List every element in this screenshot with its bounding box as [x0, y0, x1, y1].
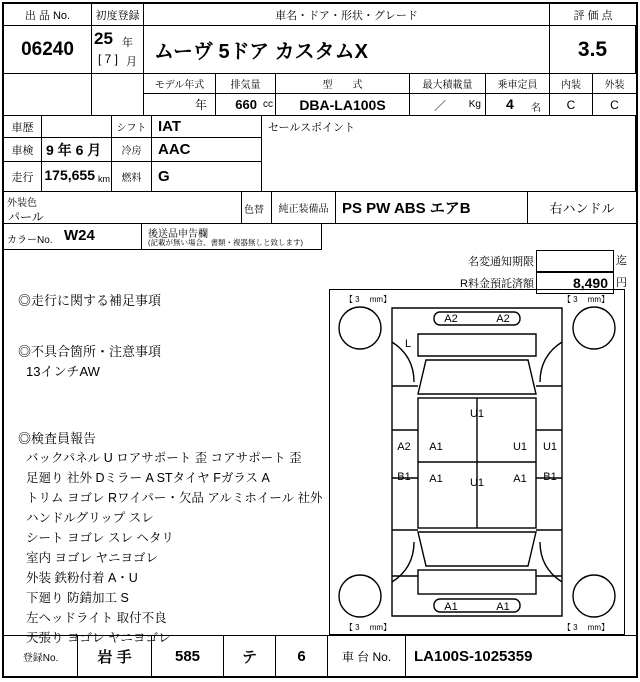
svg-text:A2: A2 [397, 441, 411, 453]
shift-label: シフト [112, 116, 152, 138]
r-fee-unit: 円 [616, 277, 627, 289]
inspector-report-line-4: シート ヨゴレ スレ ヘタリ [26, 531, 174, 545]
mileage-value [42, 162, 112, 192]
shaken-label: 車検 [4, 138, 42, 162]
displacement-unit: cc [263, 99, 273, 110]
exterior-grade-label: 外装 [593, 74, 636, 94]
svg-text:【 3 mm】: 【 3 mm】 [344, 295, 392, 304]
max-load-unit: Kg [468, 99, 481, 110]
kousou-block [142, 224, 322, 250]
color-no-label: カラーNo. [7, 235, 53, 246]
r-fee-value: 8,490 [536, 272, 614, 294]
hyouka-ten-label: 評 価 点 [550, 4, 636, 26]
model-year-label: モデル年式 [144, 74, 216, 94]
registration-seq: 6 [276, 635, 328, 676]
exterior-color-block [4, 192, 242, 224]
shareki-label: 車歴 [4, 116, 42, 138]
registration-kana: テ [224, 635, 276, 676]
kousou-label: 後送品申告欄 [148, 229, 208, 240]
fuel-label: 燃料 [112, 162, 152, 192]
handle-position: 右ハンドル [528, 192, 636, 224]
color-no-value: W24 [64, 227, 95, 244]
svg-text:【 3 mm】: 【 3 mm】 [562, 623, 610, 632]
shoudo-touroku-label: 初度登録 [92, 4, 144, 26]
svg-text:B1: B1 [397, 471, 411, 483]
displacement-label: 排気量 [216, 74, 276, 94]
inspector-report-line-3: ハンドルグリップ スレ [26, 511, 154, 525]
mileage-number: 175,655 [44, 167, 95, 183]
exterior-color-label: 外装色 [7, 198, 37, 209]
reg-year-unit: 年 [122, 37, 133, 49]
svg-text:U1: U1 [512, 441, 528, 453]
svg-text:【 3 mm】: 【 3 mm】 [344, 623, 392, 632]
displacement-value [216, 94, 276, 116]
svg-text:A1: A1 [429, 441, 443, 453]
svg-text:A2: A2 [444, 313, 458, 325]
reg-year-value: 25 [94, 29, 113, 48]
sales-point-title: セールスポイント [268, 122, 356, 134]
inspector-report-line-0: バックパネル U ロアサポート 歪 コアサポート 歪 [26, 451, 302, 465]
registration-number: 585 [152, 635, 224, 676]
registration-no-label: 登録No. [4, 635, 78, 676]
mileage-unit: km [98, 174, 110, 184]
color-change-label: 色替 [244, 205, 264, 216]
shareki-value [42, 116, 112, 138]
reg-month-value: [ 7 ] [98, 52, 119, 66]
inspector-report-line-7: 下廻り 防錆加工 S [26, 591, 129, 605]
capacity-value [486, 94, 550, 116]
svg-text:A1: A1 [429, 473, 443, 485]
svg-text:【 3 mm】: 【 3 mm】 [562, 295, 610, 304]
sales-point-block [262, 116, 636, 192]
max-load-number: ／ [434, 99, 447, 113]
svg-text:L: L [404, 338, 412, 350]
inspector-report-line-9: 天張り ヨゴレ ヤニヨゴレ [26, 631, 171, 645]
reg-month-unit: 月 [126, 56, 137, 68]
registration-date [92, 26, 144, 74]
svg-text:B1: B1 [543, 471, 557, 483]
inspector-report-line-8: 左ヘッドライト 取付不良 [26, 611, 167, 625]
capacity-number: 4 [506, 96, 514, 112]
inspector-report-line-6: 外装 鉄粉付着 A・U [26, 571, 138, 585]
shamei-label: 車名・ドア・形状・グレード [144, 4, 550, 26]
svg-text:A2: A2 [496, 313, 510, 325]
max-load-label: 最大積載量 [410, 74, 486, 94]
displacement-number: 660 [235, 97, 257, 112]
model-name: ムーヴ 5ドア カスタムX [144, 26, 550, 74]
svg-text:U1: U1 [542, 441, 558, 453]
r-fee-label: R料金預託済額 [460, 278, 534, 290]
defect-note-line1: 13インチAW [26, 364, 100, 379]
registration-pref: 岩 手 [78, 635, 152, 676]
meihen-value [536, 250, 614, 272]
max-load-value [410, 94, 486, 116]
chassis-no-value: LA100S-1025359 [406, 635, 636, 676]
type-label: 型 式 [276, 74, 410, 94]
inspector-report-line-2: トリム ヨゴレ Rワイパー・欠品 アルミホイール 社外 [26, 491, 323, 505]
shaken-col-spacer [4, 74, 92, 116]
car-damage-diagram [329, 289, 625, 635]
shift-value: IAT [152, 116, 262, 138]
fuel-value: G [152, 162, 262, 192]
aircon-label: 冷房 [112, 138, 152, 162]
shuppin-no-value: 06240 [4, 26, 92, 74]
capacity-unit: 名 [531, 103, 541, 114]
shaken-col-spacer2 [92, 74, 144, 116]
svg-text:A1: A1 [513, 473, 527, 485]
exterior-color-value: パール [8, 210, 44, 224]
model-year-value: 年 [144, 94, 216, 116]
mileage-note-heading: ◎走行に関する補足事項 [18, 293, 162, 308]
mileage-label: 走行 [4, 162, 42, 192]
kousou-note: (記載が無い場合、書類・複器無しと致します) [148, 238, 303, 247]
chassis-no-label: 車 台 No. [328, 635, 406, 676]
svg-text:U1: U1 [469, 477, 485, 489]
exterior-grade-value: C [593, 94, 636, 116]
inspector-report-line-5: 室内 ヨゴレ ヤニヨゴレ [26, 551, 158, 565]
meihen-label: 名変通知期限 [468, 256, 534, 268]
equipment-value: PS PW ABS エアB [336, 192, 528, 224]
defect-note-heading: ◎不具合箇所・注意事項 [18, 344, 162, 359]
inspector-report-line-1: 足廻り 社外 Dミラー A STタイヤ Fガラス A [26, 471, 270, 485]
shuppin-no-label: 出 品 No. [4, 4, 92, 26]
rating-value: 3.5 [550, 26, 636, 74]
color-no-block [4, 224, 142, 250]
shaken-value: 9 年 6 月 [42, 138, 112, 162]
car-diagram-svg [330, 290, 624, 634]
type-value: DBA-LA100S [276, 94, 410, 116]
svg-text:U1: U1 [469, 408, 485, 420]
equipment-label: 純正装備品 [272, 192, 336, 224]
interior-grade-label: 内装 [550, 74, 593, 94]
inspector-report-heading: ◎検査員報告 [18, 431, 97, 446]
aircon-value: AAC [152, 138, 262, 162]
meihen-suffix: 迄 [616, 255, 627, 267]
auction-sheet [2, 2, 638, 678]
svg-text:A1: A1 [444, 601, 458, 613]
interior-grade-value: C [550, 94, 593, 116]
capacity-label: 乗車定員 [486, 74, 550, 94]
svg-text:A1: A1 [496, 601, 510, 613]
color-change-block [242, 192, 272, 224]
